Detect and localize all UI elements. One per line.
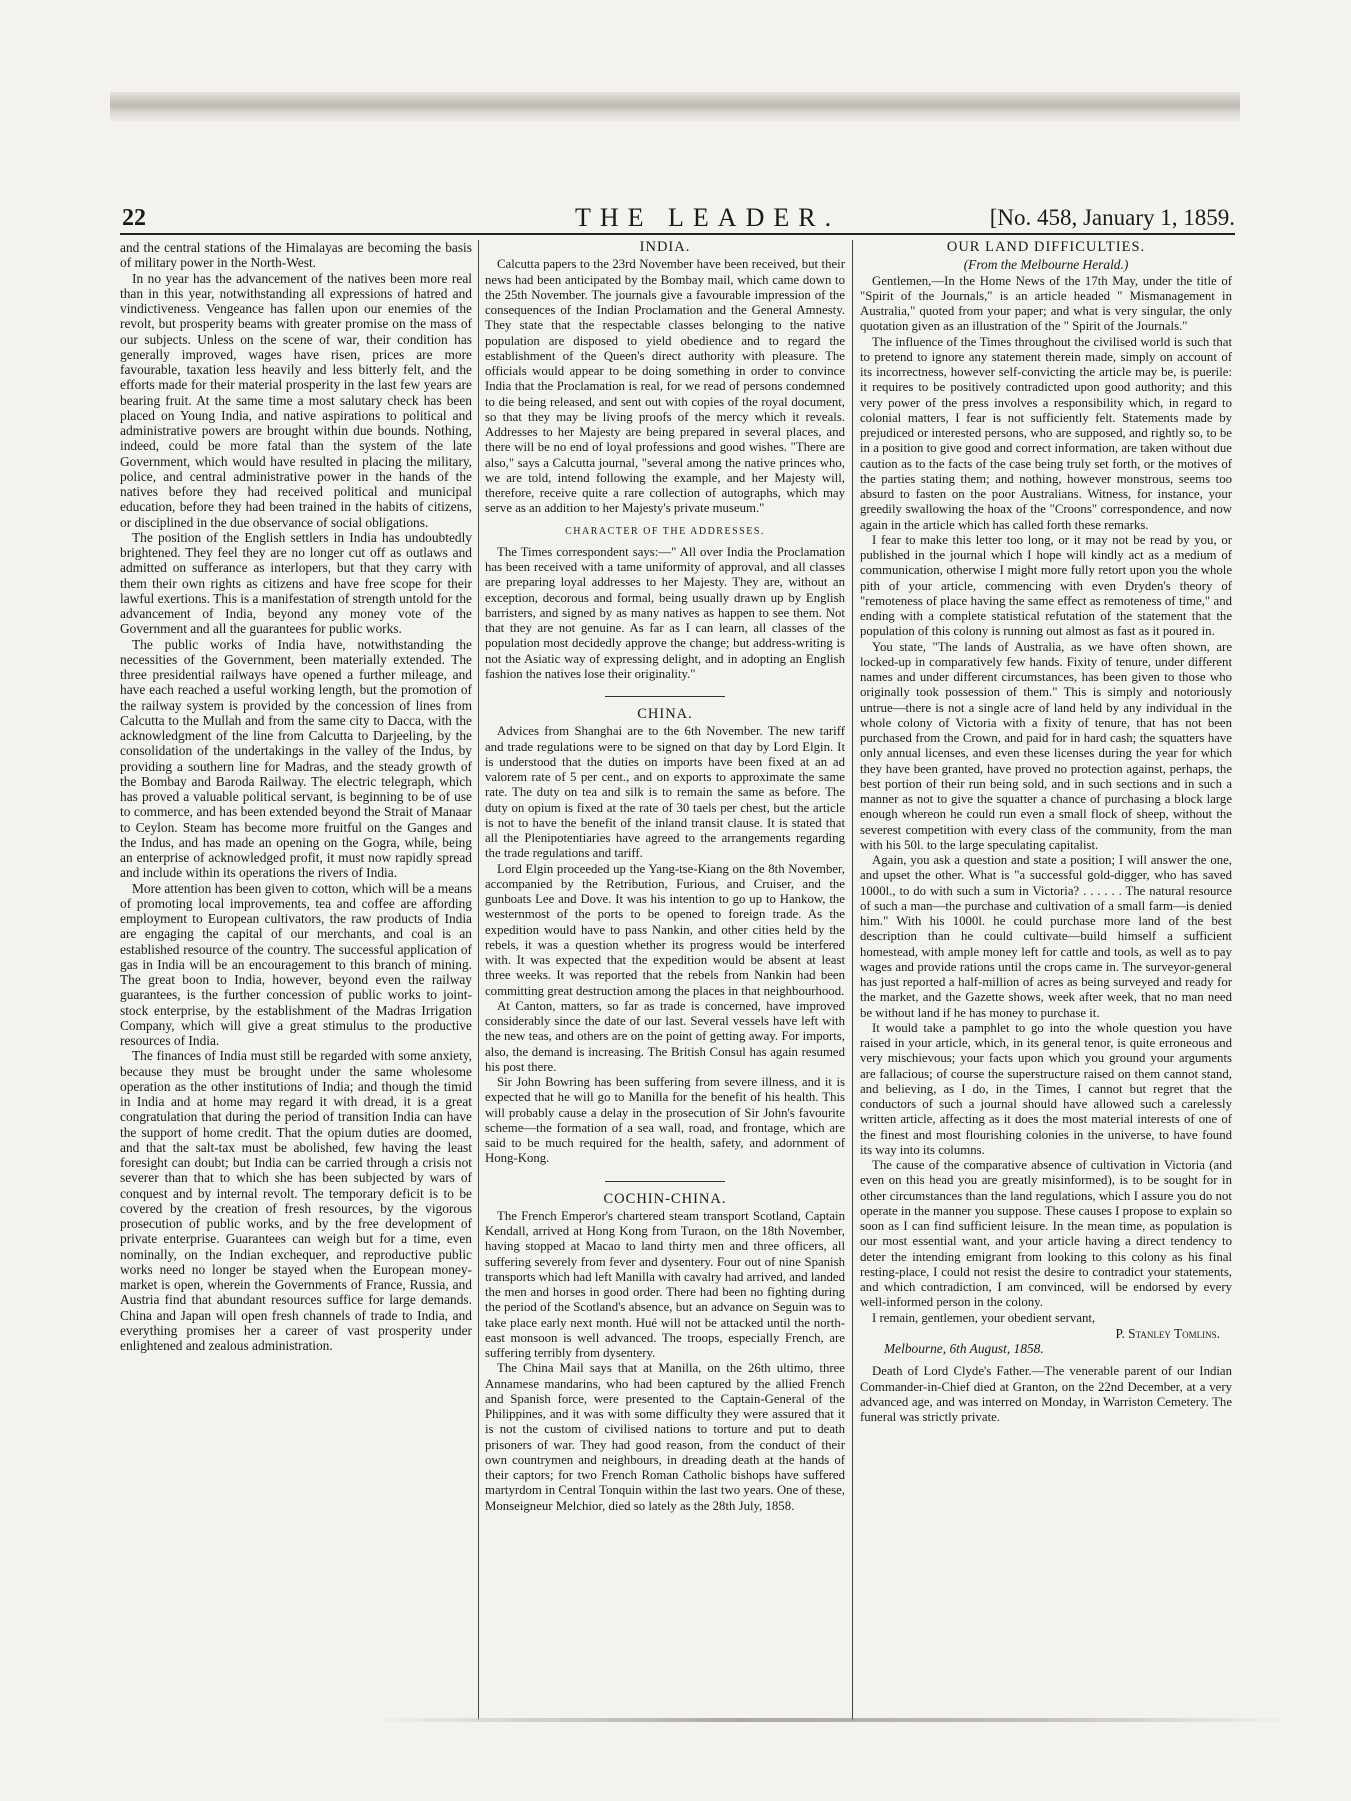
- section-heading-cochin-china: COCHIN-CHINA.: [603, 1190, 727, 1207]
- column-2: [485, 240, 845, 1710]
- paragraph: The French Emperor's chartered steam transport Scotland, Captain Kendall, arrived at Hong Kong from Turaon, on the 18th November, having stopped at Macao to land thirty men and three officers, all suffering severely from fever and dysentery. Four out of nine Spanish transports which had left Manilla with cavalry had arrived, and landed the men and horses in good order. There had been no fighting during the period of the Scotland's absence, but an advance on Seguin was to take place early next month. Hué will not be attacked until the north-east monsoon is well advanced. The troops, especially French, are suffering terribly from dysentery.: [485, 1208, 845, 1360]
- subheading-addresses: CHARACTER OF THE ADDRESSES.: [565, 525, 765, 537]
- scan-shadow-bottom: [380, 1718, 1280, 1722]
- paragraph: In no year has the advancement of the natives been more real than in this year, notwithstanding all expressions of hatred and vindictiveness. Vengeance has fallen upon our enemies of the revolt, but prosperity beams with greater promise on the mass of our subjects. Unless on the scene of war, their condition has generally improved, wages have risen, prices are more favourable, taxation less heavily and less bitterly felt, and the efforts made for their material prosperity in the last few years are bearing fruit. At the same time a most salutary check has been placed on Young India, and native aspirations to political and administrative powers are brought within due bounds. Nothing, indeed, could be more fatal than the system of the late Government, which would have resulted in placing the military, police, and central administrative power in the hands of the natives before they had received political and municipal education, before they had been trained in the habits of citizens, or disciplined in the due observance of social obligations.: [120, 270, 472, 530]
- paragraph: The influence of the Times throughout the civilised world is such that to pretend to ignore any statement therein made, simply on account of its incorrectness, however self-convicting the article may be, is puerile: it requires to be positively contradicted upon good authority; and this very power of the press involves a responsibility which, in regard to colonial matters, I fear is not sufficiently felt. Statements made by prejudiced or interested persons, who are supposed, and rightly so, to be in a position to give good and correct information, are taken without due caution as to the facts of the case being truly set forth, or the motives of the parties stating them; and nothing, however monstrous, seems too absurd to fasten on the poor Australians. Witness, for instance, your greedily swallowing the hoax of the "Croons" correspondence, and now again in the article which has called forth these remarks.: [860, 334, 1232, 532]
- page-number: 22: [122, 205, 146, 231]
- paragraph: It would take a pamphlet to go into the whole question you have raised in your article, which, in its general tenor, is quite erroneous and very mischievous; your facts upon which you ground your arguments are fallacious; of course the superstructure raised on them cannot stand, and believing, as I do, in the Times, I cannot but regret that the conductors of such a journal should have allowed such a carelessly written article, affecting as it does the most material interests of one of the finest and most flourishing colonies in the universe, to have found its way into its columns.: [860, 1020, 1232, 1157]
- paragraph: More attention has been given to cotton, which will be a means of promoting local improvements, tea and coffee are affording employment to European cultivators, the raw products of India are engaging the capital of our merchants, and coal is an established resource of the country. The successful application of gas in India will be an encouragement to this branch of mining. The great boon to India, however, beyond even the railway guarantees, is the further concession of public works to joint-stock enterprise, by the establishment of the Madras Irrigation Company, which will give a great stimulus to the productive resources of India.: [120, 880, 472, 1048]
- paragraph: Gentlemen,—In the Home News of the 17th May, under the title of "Spirit of the Journals," is an article headed " Mismanagement in Australia," quoted from your paper; and what is very singular, the only quotation given as an illustration of the " Spirit of the Journals.": [860, 273, 1232, 334]
- scan-shadow-top: [110, 92, 1240, 122]
- paragraph: Calcutta papers to the 23rd November have been received, but their news had been anticipated by the Bombay mail, which came down to the 25th November. The journals give a favourable impression of the consequences of the Indian Proclamation and the General Amnesty. They state that the respectable classes belonging to the native population are disposed to yield obedience and to regard the establishment of the Queen's direct authority with pleasure. The officials would appear to be doing something in order to convince India that the Proclamation is real, for we read of persons condemned to die being released, and sent out with copies of the royal document, so that they may be living proofs of the mercy which it reveals. Addresses to her Majesty are being prepared in several places, and there will be no end of loyal professions and good wishes. "There are also," says a Calcutta journal, "several among the native princes who, we are told, intend following the example, and her Majesty will, therefore, receive quite a rare collection of autographs, which may serve as an addition to her Majesty's private museum.": [485, 257, 845, 516]
- paragraph: The Times correspondent says:—" All over India the Proclamation has been received with a tame uniformity of approval, and all classes are preparing loyal addresses to her Majesty. They are, without an exception, decorous and formal, being usually drawn up by English barristers, and signed by as many natives as happen to see them. Not that they are not genuine. As far as I can learn, all classes of the population most decidedly approve the change; but address-writing is not the Asiatic way of expressing delight, and in adopting an English fashion the natives lose their originality.": [485, 544, 845, 681]
- signature: P. Stanley Tomlins.: [1115, 1325, 1220, 1341]
- column-rule: [478, 240, 479, 1720]
- section-heading-china: CHINA.: [637, 706, 693, 722]
- column-3: [860, 240, 1232, 1710]
- page-header: [120, 203, 1235, 235]
- source-credit: (From the Melbourne Herald.): [963, 257, 1129, 273]
- dateline: Melbourne, 6th August, 1858.: [884, 1341, 1044, 1356]
- masthead-title: THE LEADER.: [575, 203, 841, 232]
- paragraph: The position of the English settlers in India has undoubtedly brightened. They feel they are no longer cut off as outlaws and admitted on sufferance as interlopers, but that they carry with them their own rights as citizens and have free scope for their lawful exertions. This is a manifestation of strength untold for the advancement of India, beyond any money vote of the Government and all the guarantees for public works.: [120, 529, 472, 637]
- paragraph: Again, you ask a question and state a position; I will answer the one, and upset the other. What is "a successful gold-digger, who has saved 1000l., to do with such a sum in Victoria? . . . . . . The natural resource of such a man—the purchase and cultivation of a small farm—is denied him." With his 1000l. he could purchase more land of the best description than he could cultivate—build himself a sufficient homestead, with ample money left for cattle and tools, as well as to pay wages and provide rations until the crops came in. The surveyor-general has just reported a half-million of acres as being surveyed and ready for the market, and the Gazette shows, week after week, that no man need be without land if he has money to purchase it.: [860, 853, 1232, 1020]
- section-heading-land: OUR LAND DIFFICULTIES.: [946, 240, 1146, 255]
- paragraph: Sir John Bowring has been suffering from severe illness, and it is expected that he will go to Manilla for the benefit of his health. This will probably cause a delay in the prosecution of Sir John's favourite scheme—the formation of a sea wall, road, and frontage, which are said to be much required for the health, safety, and adornment of Hong-Kong.: [485, 1075, 845, 1166]
- paragraph: Advices from Shanghai are to the 6th November. The new tariff and trade regulations were to be signed on that day by Lord Elgin. It is understood that the duties on imports have been fixed at an ad valorem rate of 5 per cent., and on exports to approximate the same rate. The duty on tea and silk is to remain the same as before. The duty on opium is fixed at the rate of 30 taels per chest, but the article is not to have the benefit of the inland transit clause. It is stated that all the Plenipotentiaries have agreed to the arrangements regarding the trade regulations and tariff.: [485, 724, 845, 861]
- paragraph: I remain, gentlemen, your obedient servant,: [872, 1310, 1096, 1325]
- paragraph: The cause of the comparative absence of cultivation in Victoria (and even on this head you are greatly misinformed), is to be sought for in other circumstances than the land regulations, which I assure you do not operate in the manner you suppose. These causes I propose to explain so soon as I can find sufficient leisure. In the mean time, as population is our most essential want, and your article having a direct tendency to deter the intending emigrant from looking to this colony as his final resting-place, I could not resist the desire to contradict your statements, and which contradiction, I am convinced, will be endorsed by every well-informed person in the colony.: [860, 1158, 1232, 1310]
- death-notice: Death of Lord Clyde's Father.—The venerable parent of our Indian Commander-in-Chief died at Granton, on the 22nd December, at a very advanced age, and was interred on Monday, in Warriston Cemetery. The funeral was strictly private.: [860, 1364, 1232, 1424]
- paragraph: The finances of India must still be regarded with some anxiety, because they must be brought under the same wholesome operation as the other institutions of India; and though the timid in India and at home may regard it with dread, it is a great congratulation that during the period of transition India can have the support of home credit. That the opium duties are doomed, and that the salt-tax must be abolished, few having the least foresight can doubt; but India can be carried through a crisis not severer than that to which she has been subjected by wars of conquest and by internal revolt. The temporary deficit is to be covered by the creation of fresh resources, by the vigorous prosecution of public works, and by the free development of private enterprise. Guarantees can weigh but for a time, even nominally, on the Indian exchequer, and reproductive public works need no longer be stayed when the European money-market is open, wherein the Governments of France, Russia, and Austria find that abundant resources suffice for large demands. China and Japan will open fresh channels of trade to India, and everything promises her a career of vast prosperity under enlightened and zealous administration.: [120, 1048, 472, 1353]
- column-rule: [852, 240, 853, 1720]
- paragraph: At Canton, matters, so far as trade is concerned, have improved considerably since the date of our last. Several vessels have left with the new teas, and others are on the point of getting away. For imports, also, the demand is increasing. The British Consul has again resumed his post there.: [485, 998, 845, 1074]
- issue-line: [No. 458, January 1, 1859.: [989, 205, 1235, 230]
- paragraph: The China Mail says that at Manilla, on the 26th ultimo, three Annamese mandarins, who had been captured by the allied French and Spanish force, were presented to the Captain-General of the Philippines, and it was with some difficulty they were assured that it is not the custom of civilised nations to torture and put to death prisoners of war. They had good reason, from the conduct of their own countrymen and neighbours, in dreading death at the hands of their captors; for two French Roman Catholic bishops have suffered martyrdom in Central Tonquin within the last two years. One of these, Monseigneur Melchior, died so lately as the 28th July, 1858.: [485, 1361, 845, 1513]
- column-1: [120, 240, 472, 1710]
- section-divider: [605, 696, 725, 697]
- paragraph: and the central stations of the Himalayas are becoming the basis of military power in the North-West.: [120, 240, 472, 271]
- section-divider: [605, 1181, 725, 1182]
- paragraph: You state, "The lands of Australia, as we have often shown, are locked-up in comparatively few hands. Fixity of tenure, under different names and under different circumstances, has been given to those who originally took possession of them." This is simply and notoriously untrue—there is not a single acre of land held by any individual in the whole colony of Victoria with a fixity of tenure, that has not been purchased from the Crown, and paid for in hard cash; the squatters have only annual licenses, and even these licenses during the year for which they have been granted, have proved no protection against, perhaps, the best portion of their run being sold, and in such sections and in such a manner as not to give the squatter a chance of purchasing a block large enough whereon he could run even a small flock of sheep, without the severest competition with every class of the community, from the man with his 50l. to the large speculating capitalist.: [860, 639, 1232, 852]
- paragraph: The public works of India have, notwithstanding the necessities of the Government, been materially extended. The three presidential railways have opened a further mileage, and have each reached a useful working length, but the promotion of the railway system is provided by the concession of lines from Calcutta to the Mullah and from the same city to Dacca, with the acknowledgment of the line from Calcutta to Darjeeling, by the consolidation of the undertakings in the valley of the Indus, by providing a southern line for Madras, and the steady growth of the Bombay and Baroda Railway. The electric telegraph, which has proved a valuable political servant, is beginning to be of use to commerce, and has been extended beyond the Strait of Manaar to Ceylon. Steam has become more fruitful on the Ganges and the Indus, and has made an opening on the Gogra, while, being an enterprise of acknowledged profit, it must now rapidly spread and include within its operations the rivers of India.: [120, 636, 472, 881]
- section-heading-india: INDIA.: [639, 240, 691, 255]
- paragraph: I fear to make this letter too long, or it may not be read by you, or published in the journal which I hope will kindly act as a medium of communication, otherwise I might more fully retort upon you the whole pith of your article, commencing with even Dryden's theory of "remoteness of place having the same effect as remoteness of time," and ending with a complete statistical refutation of the statement that the population of this colony is running out almost as fast as it poured in.: [860, 532, 1232, 639]
- paragraph: Lord Elgin proceeded up the Yang-tse-Kiang on the 8th November, accompanied by the Retribution, Furious, and Cruiser, and the gunboats Lee and Dove. It was his intention to go up to Hankow, the westernmost of the ports to be opened to foreign trade. As the expedition would have to pass Nankin, and other cities held by the rebels, it was a question whether its progress would be interfered with. It was expected that the expedition would be absent at least three weeks. It was reported that the rebels from Nankin had been committing great destruction among the places in that neighbourhood.: [485, 861, 845, 998]
